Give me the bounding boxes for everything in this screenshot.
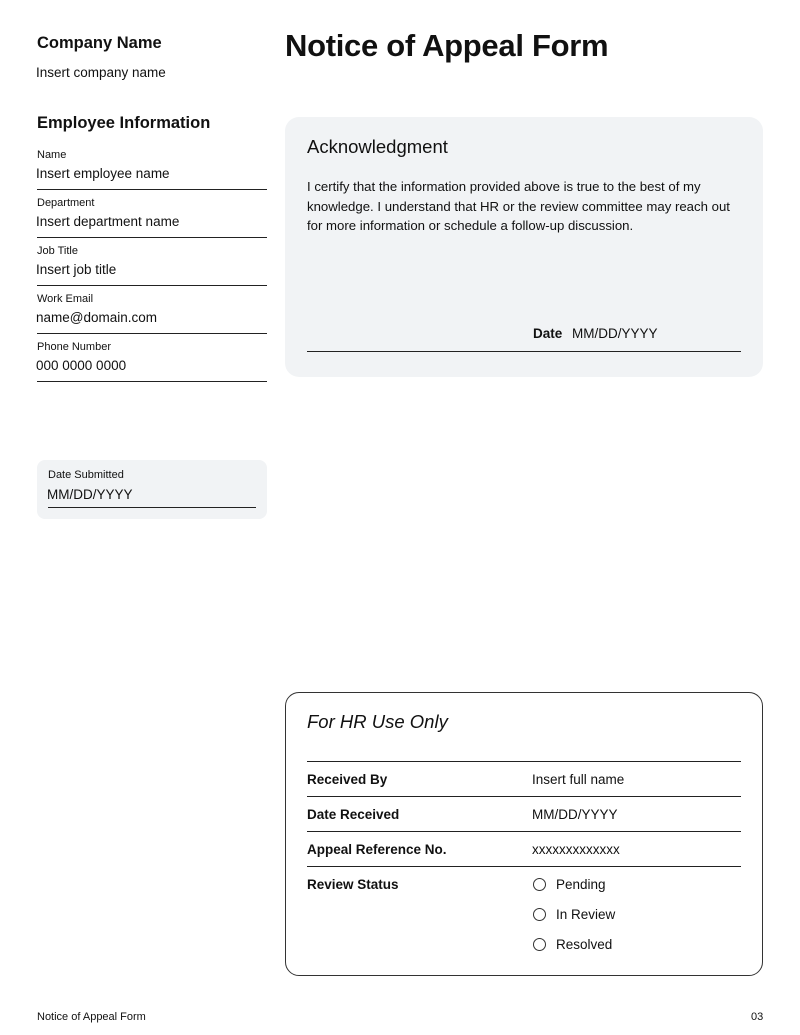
received-by-value[interactable]: Insert full name: [532, 772, 625, 787]
department-value[interactable]: Insert department name: [36, 214, 180, 229]
phone-number-value[interactable]: 000 0000 0000: [36, 358, 127, 373]
received-by-row: [307, 761, 741, 796]
job-title-value[interactable]: Insert job title: [36, 262, 117, 277]
job-title-field[interactable]: [37, 245, 267, 286]
footer-document-title: Notice of Appeal Form: [37, 1011, 146, 1023]
company-name-label: Company Name: [37, 34, 162, 52]
appeal-reference-label: Appeal Reference No.: [307, 842, 447, 857]
phone-number-field[interactable]: [37, 341, 267, 382]
date-submitted-value[interactable]: MM/DD/YYYY: [47, 487, 133, 502]
review-status-divider: [307, 866, 741, 867]
acknowledgment-text: I certify that the information provided above is true to the best of my knowledge. I understand that HR or the review committee may reach out for more information or schedule a follow-up discussion.: [307, 179, 730, 233]
date-received-value[interactable]: MM/DD/YYYY: [532, 807, 618, 822]
status-option-label: Pending: [556, 877, 606, 892]
job-title-label: Job Title: [37, 245, 78, 257]
employee-info-heading: Employee Information: [37, 114, 211, 132]
hr-use-only-title: For HR Use Only: [307, 711, 448, 732]
work-email-label: Work Email: [37, 293, 94, 305]
acknowledgment-date-value[interactable]: MM/DD/YYYY: [572, 326, 658, 341]
status-option-label: Resolved: [556, 937, 613, 952]
employee-name-label: Name: [37, 149, 67, 161]
date-received-label: Date Received: [307, 807, 400, 822]
status-option-label: In Review: [556, 907, 616, 922]
department-field[interactable]: [37, 197, 267, 238]
footer-page-number: 03: [751, 1011, 764, 1023]
date-submitted-box: [37, 460, 267, 519]
work-email-value[interactable]: name@domain.com: [36, 310, 158, 325]
acknowledgment-date-label: Date: [533, 326, 563, 341]
acknowledgment-panel: [285, 117, 763, 377]
radio-circle-icon[interactable]: [533, 878, 546, 891]
department-label: Department: [37, 197, 95, 209]
appeal-reference-row: [307, 831, 741, 866]
review-status-label: Review Status: [307, 877, 399, 892]
company-name-value[interactable]: Insert company name: [36, 65, 166, 80]
date-received-row: [307, 796, 741, 831]
work-email-field[interactable]: [37, 293, 267, 334]
phone-number-label: Phone Number: [37, 341, 111, 353]
date-submitted-label: Date Submitted: [48, 469, 124, 481]
appeal-reference-value[interactable]: xxxxxxxxxxxxx: [532, 842, 620, 857]
page-title: Notice of Appeal Form: [285, 28, 609, 63]
radio-circle-icon[interactable]: [533, 938, 546, 951]
date-submitted-underline: [48, 507, 256, 508]
employee-name-value[interactable]: Insert employee name: [36, 166, 170, 181]
hr-use-only-panel: [285, 692, 763, 976]
radio-circle-icon[interactable]: [533, 908, 546, 921]
received-by-label: Received By: [307, 772, 388, 787]
acknowledgment-title: Acknowledgment: [307, 136, 448, 157]
employee-name-field[interactable]: [37, 149, 267, 190]
acknowledgment-signature-line: [307, 351, 741, 352]
